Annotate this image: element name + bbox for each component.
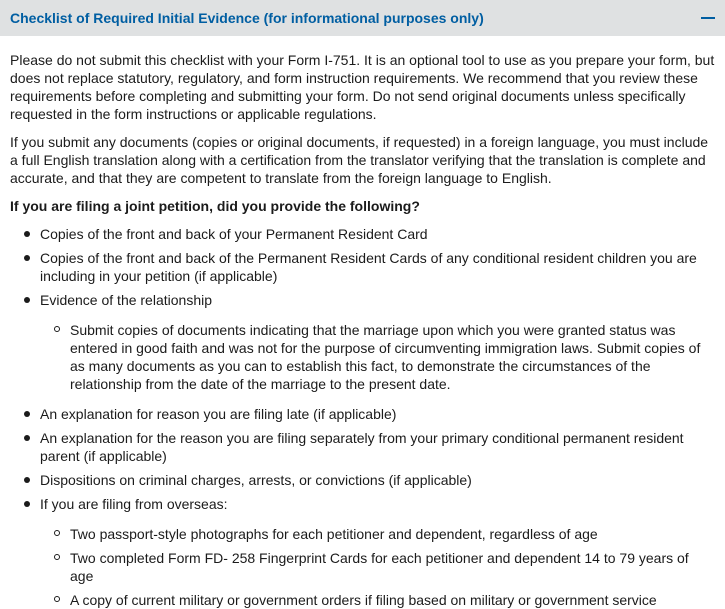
minus-icon[interactable] — [701, 17, 715, 19]
list-item: An explanation for reason you are filing late (if applicable) — [10, 405, 715, 423]
list-item: Copies of the front and back of the Permanent Resident Cards of any conditional resident children you are including in your petition (if applicable) — [10, 249, 715, 285]
list-item-overseas — [10, 495, 715, 609]
sub-list-item: Submit copies of documents indicating that the marriage upon which you were granted status was entered in good faith and was not for the purpose of circumventing immigration laws. Submit copies of as many documents as you can to establish this fact, to demonstrate the circumstances of the relationship from the date of the marriage to the present date. — [40, 321, 715, 393]
list-item: An explanation for the reason you are filing separately from your primary conditional permanent resident parent (if applicable) — [10, 429, 715, 465]
sub-list-item: A copy of current military or government orders if filing based on military or government service — [40, 591, 715, 609]
checklist — [10, 225, 715, 609]
sub-list-item: Two completed Form FD- 258 Fingerprint Cards for each petitioner and dependent 14 to 79 years of age — [40, 549, 715, 585]
accordion-header[interactable] — [0, 0, 725, 36]
list-item-relationship — [10, 291, 715, 393]
accordion-content — [0, 36, 725, 609]
relationship-sublist — [40, 321, 715, 393]
checklist-question: If you are filing a joint petition, did you provide the following? — [10, 198, 420, 214]
intro-paragraph: Please do not submit this checklist with your Form I-751. It is an optional tool to use as you prepare your form, but does not replace statutory, regulatory, and form instruction requirements. We recommend that you review these requirements before completing and submitting your form. Do not send original documents unless specifically requested in the form instructions or applicable regulations. — [10, 52, 715, 122]
translation-paragraph: If you submit any documents (copies or original documents, if requested) in a foreign language, you must include a full English translation along with a certification from the translator verifying that the translation is complete and accurate, and that they are competent to translate from the foreign language to English. — [10, 134, 709, 186]
list-item-label: Evidence of the relationship — [40, 292, 212, 308]
overseas-sublist — [40, 525, 715, 609]
list-item-label: If you are filing from overseas: — [40, 496, 228, 512]
list-item: Dispositions on criminal charges, arrests, or convictions (if applicable) — [10, 471, 715, 489]
accordion-title[interactable]: Checklist of Required Initial Evidence (for informational purposes only) — [10, 10, 484, 26]
sub-list-item: Two passport-style photographs for each petitioner and dependent, regardless of age — [40, 525, 715, 543]
list-item: Copies of the front and back of your Permanent Resident Card — [10, 225, 715, 243]
